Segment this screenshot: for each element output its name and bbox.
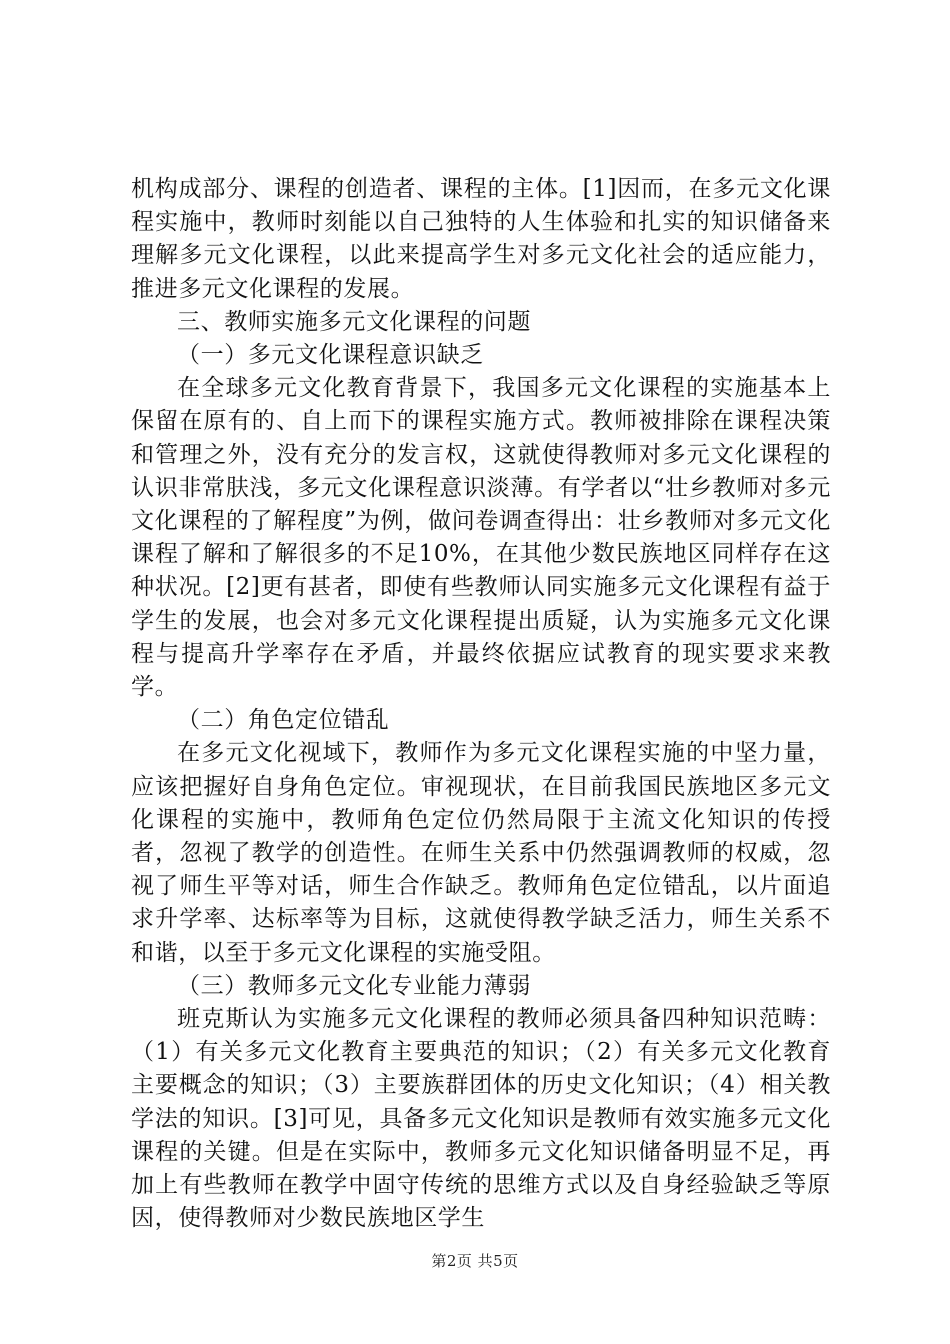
- section-heading-three: 三、教师实施多元文化课程的问题: [177, 308, 531, 335]
- paragraph-curriculum-awareness: 在全球多元文化教育背景下，我国多元文化课程的实施基本上保留在原有的、自上而下的课程实施方式。教师被排除在课程决策和管理之外，没有充分的发言权，这就使得教师对多元文化课程的认识非常肤浅，多元文化课程意识淡薄。有学者以“壮乡教师对多元文化课程的了解程度”为例，做问卷调查得出：壮乡教师对多元文化课程了解和了解很多的不足10%，在其他少数民族地区同样存在这种状况。[2]更有甚者，即使有些教师认同实施多元文化课程有益于学生的发展，也会对多元文化课程提出质疑，认为实施多元文化课程与提高升学率存在矛盾，并最终依据应试教育的现实要求来教学。: [131, 375, 831, 701]
- subsection-heading-three: （三）教师多元文化专业能力薄弱: [177, 972, 531, 999]
- subsection-heading-one: （一）多元文化课程意识缺乏: [177, 342, 484, 369]
- page-footer: [0, 1250, 950, 1271]
- document-body: [131, 173, 831, 1236]
- page-number-label: 第2页 共5页: [431, 1252, 519, 1270]
- paragraph-role-positioning: 在多元文化视域下，教师作为多元文化课程实施的中坚力量，应该把握好自身角色定位。审视现状，在目前我国民族地区多元文化课程的实施中，教师角色定位仍然局限于主流文化知识的传授者，忽视了教学的创造性。在师生关系中仍然强调教师的权威，忽视了师生平等对话，师生合作缺乏。教师角色定位错乱，以片面追求升学率、达标率等为目标，这就使得教学缺乏活力，师生关系不和谐，以至于多元文化课程的实施受阻。: [131, 740, 831, 966]
- paragraph-continuation: 机构成部分、课程的创造者、课程的主体。[1]因而，在多元文化课程实施中，教师时刻能以自己独特的人生体验和扎实的知识储备来理解多元文化课程，以此来提高学生对多元文化社会的适应能力，推进多元文化课程的发展。: [131, 176, 831, 302]
- subsection-heading-two: （二）角色定位错乱: [177, 707, 390, 734]
- paragraph-professional-ability: 班克斯认为实施多元文化课程的教师必须具备四种知识范畴：（1）有关多元文化教育主要典范的知识；（2）有关多元文化教育主要概念的知识；（3）主要族群团体的历史文化知识；（4）相关教学法的知识。[3]可见，具备多元文化知识是教师有效实施多元文化课程的关键。但是在实际中，教师多元文化知识储备明显不足，再加上有些教师在教学中固守传统的思维方式以及自身经验缺乏等原因，使得教师对少数民族地区学生: [131, 1006, 831, 1232]
